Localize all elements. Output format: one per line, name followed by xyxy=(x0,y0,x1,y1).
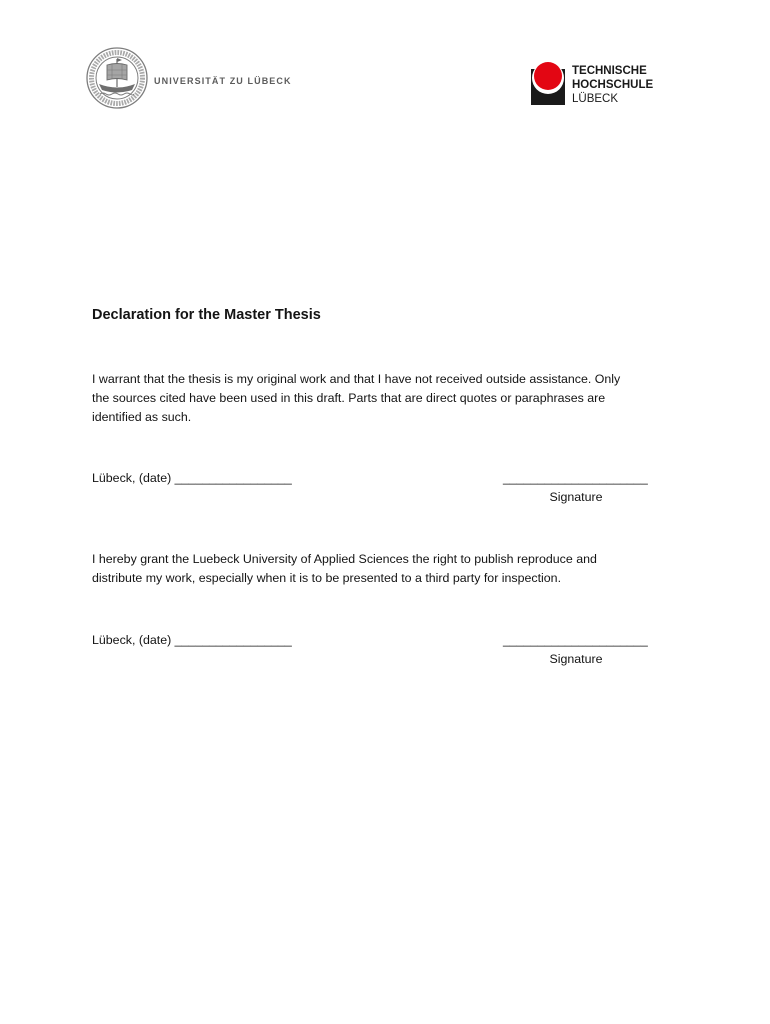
ship-emblem xyxy=(99,58,135,95)
signature-field xyxy=(503,469,649,507)
signature-row xyxy=(92,631,652,671)
paragraph-line: distribute my work, especially when it is to be presented to a third party for inspection. xyxy=(92,571,562,585)
th-luebeck-wordmark xyxy=(572,64,653,106)
page-title: Declaration for the Master Thesis xyxy=(92,307,321,323)
place-date-field: Lübeck, (date) _________________ xyxy=(92,633,292,647)
originality-declaration-text xyxy=(92,370,620,427)
signature-field xyxy=(503,631,649,669)
signature-line: _____________________ xyxy=(503,633,648,647)
signature-row xyxy=(92,469,652,509)
signature-label: Signature xyxy=(549,490,603,504)
th-luebeck-logo xyxy=(530,61,670,107)
th-wordmark-line: HOCHSCHULE xyxy=(572,79,654,91)
th-luebeck-mark-icon xyxy=(530,61,566,107)
paragraph-line: the sources cited have been used in this draft. Parts that are direct quotes or paraphrases are xyxy=(92,391,606,405)
th-wordmark-line: TECHNISCHE xyxy=(572,65,647,77)
th-wordmark-line: LÜBECK xyxy=(572,93,619,105)
paragraph-line: I warrant that the thesis is my original work and that I have not received outside assistance. Only xyxy=(92,372,621,386)
uni-luebeck-logo xyxy=(86,45,306,113)
place-date-field: Lübeck, (date) _________________ xyxy=(92,471,292,485)
uni-luebeck-seal-icon xyxy=(86,45,148,111)
paragraph-line: I hereby grant the Luebeck University of Applied Sciences the right to publish reproduce and xyxy=(92,552,597,566)
publication-consent-text xyxy=(92,550,597,588)
paragraph-line: identified as such. xyxy=(92,410,192,424)
signature-label: Signature xyxy=(549,652,603,666)
signature-line: _____________________ xyxy=(503,471,648,485)
uni-luebeck-wordmark: UNIVERSITÄT ZU LÜBECK xyxy=(154,76,292,86)
